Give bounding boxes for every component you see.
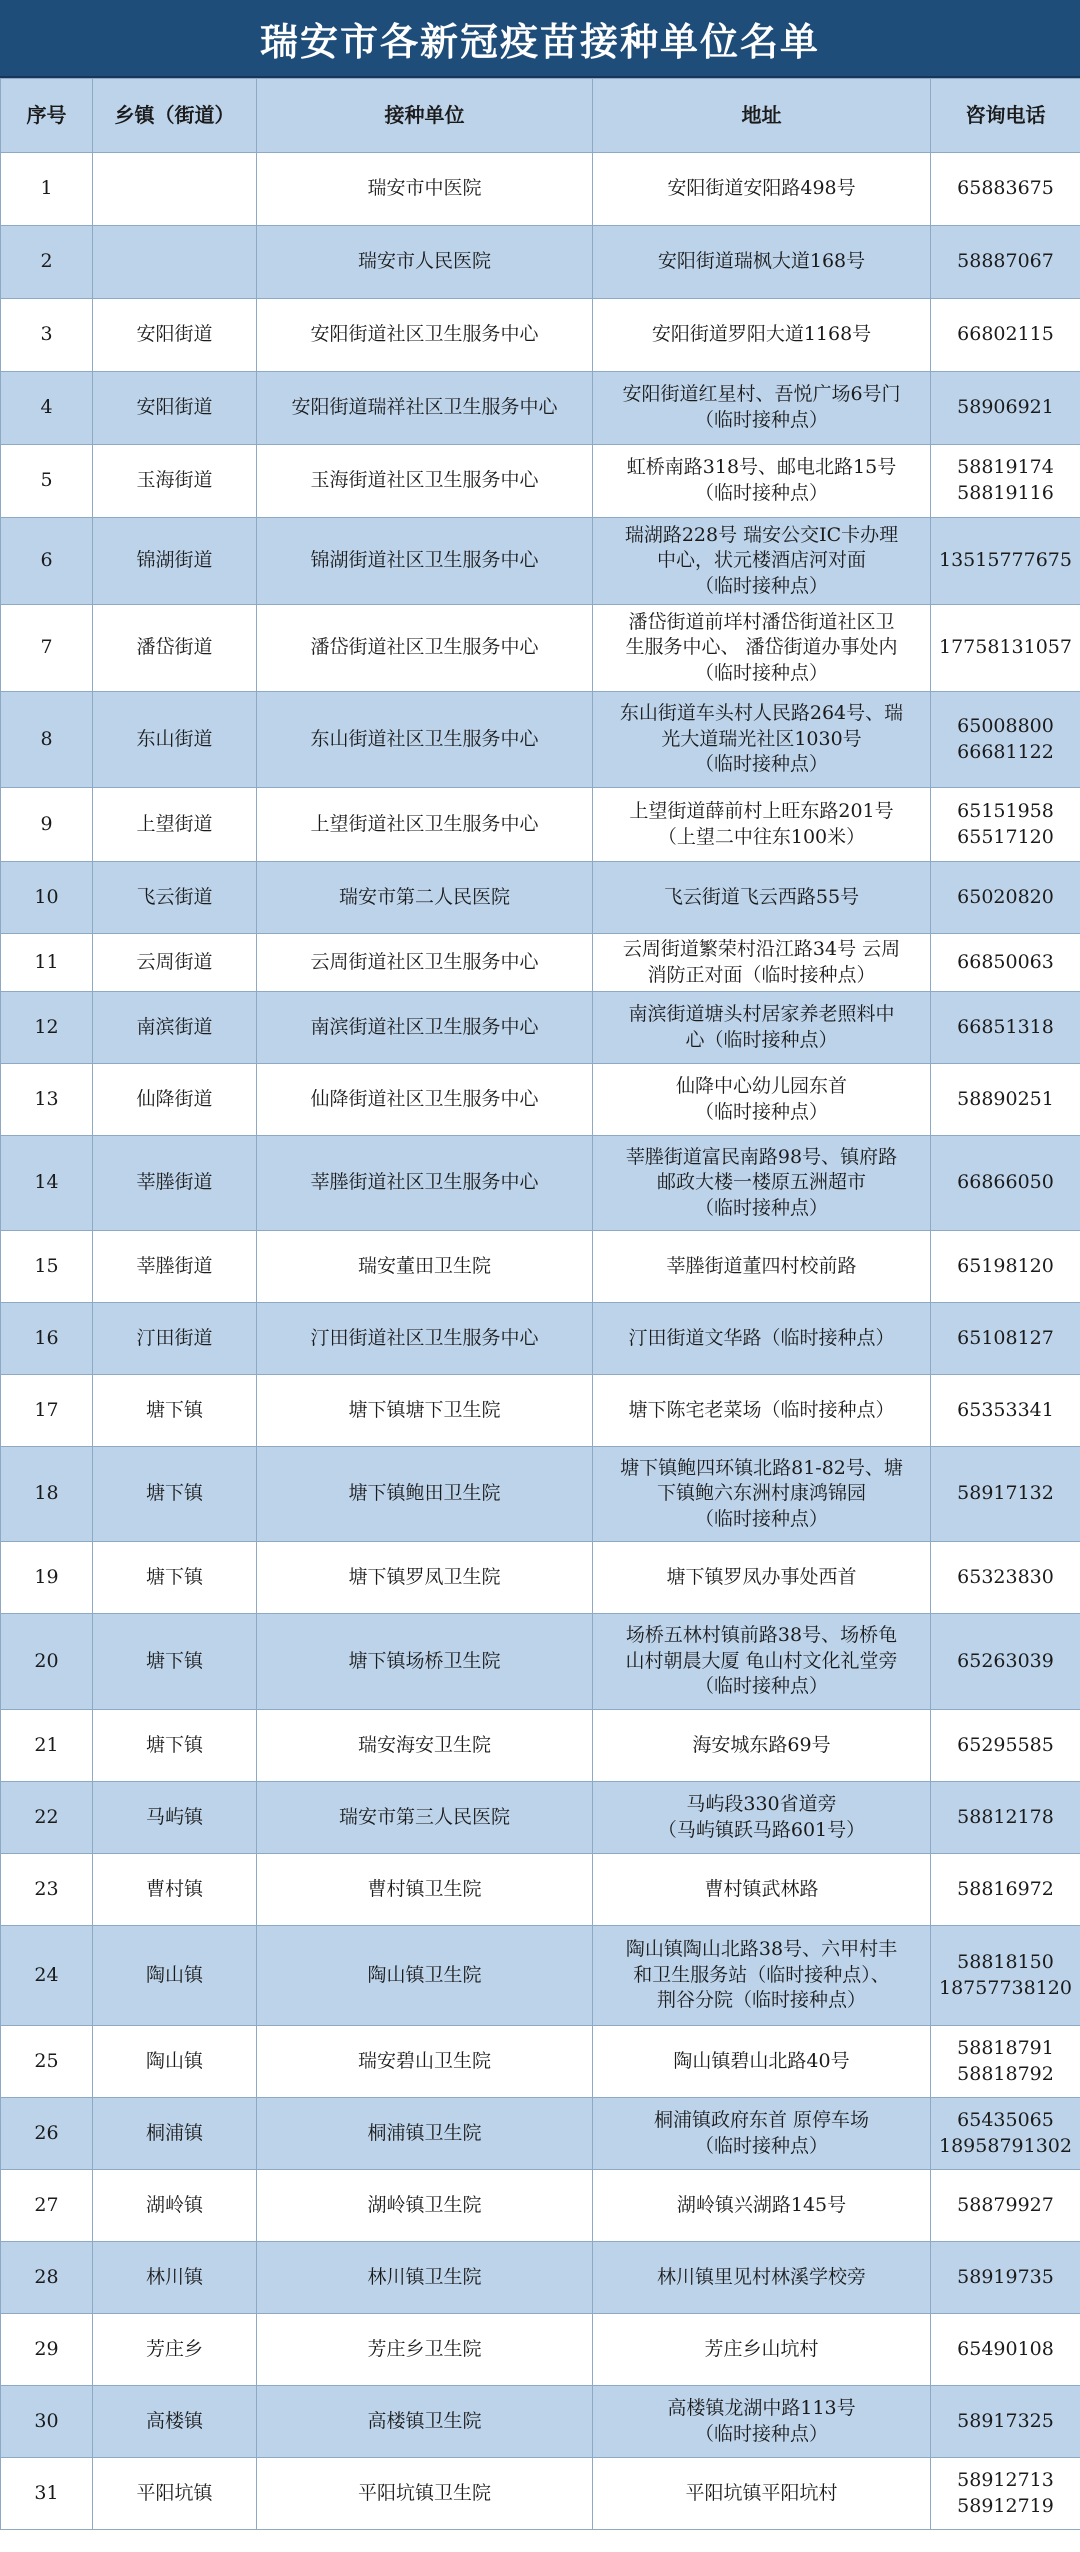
cell-unit: 桐浦镇卫生院: [257, 2098, 593, 2170]
cell-unit: 湖岭镇卫生院: [257, 2170, 593, 2242]
cell-no: 19: [1, 1542, 93, 1614]
header-address: 地址: [593, 79, 931, 153]
cell-address: 高楼镇龙湖中路113号 （临时接种点）: [593, 2386, 931, 2458]
cell-unit: 潘岱街道社区卫生服务中心: [257, 605, 593, 692]
cell-no: 18: [1, 1447, 93, 1542]
cell-address: 马屿段330省道旁 （马屿镇跃马路601号）: [593, 1782, 931, 1854]
table-row: [1, 2314, 1080, 2386]
cell-no: 12: [1, 992, 93, 1064]
cell-unit: 南滨街道社区卫生服务中心: [257, 992, 593, 1064]
cell-phone: 65008800 66681122: [931, 692, 1080, 788]
cell-phone: 13515777675: [931, 518, 1080, 605]
table-row: [1, 153, 1080, 226]
table-row: [1, 1782, 1080, 1854]
cell-address: 芳庄乡山坑村: [593, 2314, 931, 2386]
cell-no: 13: [1, 1064, 93, 1136]
cell-address: 南滨街道塘头村居家养老照料中 心（临时接种点）: [593, 992, 931, 1064]
cell-no: 2: [1, 226, 93, 299]
cell-town: 塘下镇: [93, 1710, 257, 1782]
table-row: [1, 299, 1080, 372]
cell-no: 11: [1, 934, 93, 992]
cell-address: 塘下镇鲍四环镇北路81-82号、塘 下镇鲍六东洲村康鸿锦园 （临时接种点）: [593, 1447, 931, 1542]
cell-address: 汀田街道文华路（临时接种点）: [593, 1303, 931, 1375]
cell-unit: 塘下镇塘下卫生院: [257, 1375, 593, 1447]
cell-phone: 58919735: [931, 2242, 1080, 2314]
cell-town: 湖岭镇: [93, 2170, 257, 2242]
cell-phone: 66866050: [931, 1136, 1080, 1231]
cell-no: 10: [1, 862, 93, 934]
cell-no: 31: [1, 2458, 93, 2530]
table-row: [1, 862, 1080, 934]
cell-unit: 瑞安海安卫生院: [257, 1710, 593, 1782]
cell-phone: 65108127: [931, 1303, 1080, 1375]
cell-unit: 莘塍街道社区卫生服务中心: [257, 1136, 593, 1231]
table-row: [1, 692, 1080, 788]
table-row: [1, 1447, 1080, 1542]
table-row: [1, 1303, 1080, 1375]
cell-phone: 58812178: [931, 1782, 1080, 1854]
cell-phone: 58912713 58912719: [931, 2458, 1080, 2530]
table-row: [1, 445, 1080, 518]
cell-town: 高楼镇: [93, 2386, 257, 2458]
cell-no: 23: [1, 1854, 93, 1926]
cell-unit: 林川镇卫生院: [257, 2242, 593, 2314]
header-town: 乡镇（街道）: [93, 79, 257, 153]
cell-town: 林川镇: [93, 2242, 257, 2314]
cell-address: 湖岭镇兴湖路145号: [593, 2170, 931, 2242]
cell-town: 东山街道: [93, 692, 257, 788]
header-phone: 咨询电话: [931, 79, 1080, 153]
cell-town: 马屿镇: [93, 1782, 257, 1854]
cell-address: 塘下镇罗凤办事处西首: [593, 1542, 931, 1614]
cell-address: 塘下陈宅老菜场（临时接种点）: [593, 1375, 931, 1447]
cell-no: 9: [1, 788, 93, 862]
cell-phone: 17758131057: [931, 605, 1080, 692]
cell-phone: 58879927: [931, 2170, 1080, 2242]
cell-unit: 安阳街道社区卫生服务中心: [257, 299, 593, 372]
table-row: [1, 1710, 1080, 1782]
cell-town: 南滨街道: [93, 992, 257, 1064]
cell-address: 平阳坑镇平阳坑村: [593, 2458, 931, 2530]
cell-phone: 65020820: [931, 862, 1080, 934]
table-row: [1, 2458, 1080, 2530]
cell-town: 安阳街道: [93, 299, 257, 372]
cell-town: 曹村镇: [93, 1854, 257, 1926]
cell-phone: 58818791 58818792: [931, 2026, 1080, 2098]
cell-unit: 上望街道社区卫生服务中心: [257, 788, 593, 862]
table-row: [1, 2242, 1080, 2314]
cell-unit: 瑞安碧山卫生院: [257, 2026, 593, 2098]
cell-unit: 瑞安董田卫生院: [257, 1231, 593, 1303]
cell-no: 4: [1, 372, 93, 445]
cell-no: 7: [1, 605, 93, 692]
cell-town: 陶山镇: [93, 1926, 257, 2026]
cell-unit: 东山街道社区卫生服务中心: [257, 692, 593, 788]
cell-no: 1: [1, 153, 93, 226]
table-row: [1, 992, 1080, 1064]
cell-unit: 瑞安市中医院: [257, 153, 593, 226]
vaccination-sites-table: [0, 78, 1080, 2530]
cell-town: 玉海街道: [93, 445, 257, 518]
cell-no: 3: [1, 299, 93, 372]
cell-unit: 曹村镇卫生院: [257, 1854, 593, 1926]
cell-phone: 65490108: [931, 2314, 1080, 2386]
cell-phone: 58819174 58819116: [931, 445, 1080, 518]
cell-address: 陶山镇碧山北路40号: [593, 2026, 931, 2098]
cell-town: 陶山镇: [93, 2026, 257, 2098]
cell-address: 东山街道车头村人民路264号、瑞 光大道瑞光社区1030号 （临时接种点）: [593, 692, 931, 788]
cell-unit: 塘下镇场桥卫生院: [257, 1614, 593, 1710]
table-row: [1, 1542, 1080, 1614]
cell-unit: 塘下镇鲍田卫生院: [257, 1447, 593, 1542]
cell-phone: 65323830: [931, 1542, 1080, 1614]
cell-no: 6: [1, 518, 93, 605]
cell-unit: 瑞安市第二人民医院: [257, 862, 593, 934]
cell-town: 莘塍街道: [93, 1231, 257, 1303]
cell-town: 莘塍街道: [93, 1136, 257, 1231]
cell-address: 安阳街道罗阳大道1168号: [593, 299, 931, 372]
cell-address: 林川镇里见村林溪学校旁: [593, 2242, 931, 2314]
table-row: [1, 2170, 1080, 2242]
cell-unit: 瑞安市第三人民医院: [257, 1782, 593, 1854]
cell-address: 飞云街道飞云西路55号: [593, 862, 931, 934]
table-row: [1, 2098, 1080, 2170]
cell-address: 上望街道薛前村上旺东路201号 （上望二中往东100米）: [593, 788, 931, 862]
cell-no: 26: [1, 2098, 93, 2170]
cell-address: 虹桥南路318号、邮电北路15号 （临时接种点）: [593, 445, 931, 518]
table-row: [1, 1614, 1080, 1710]
cell-address: 仙降中心幼儿园东首 （临时接种点）: [593, 1064, 931, 1136]
cell-phone: 65353341: [931, 1375, 1080, 1447]
table-row: [1, 1854, 1080, 1926]
cell-phone: 58890251: [931, 1064, 1080, 1136]
cell-unit: 锦湖街道社区卫生服务中心: [257, 518, 593, 605]
cell-town: 潘岱街道: [93, 605, 257, 692]
cell-address: 安阳街道红星村、吾悦广场6号门 （临时接种点）: [593, 372, 931, 445]
cell-address: 莘塍街道董四村校前路: [593, 1231, 931, 1303]
cell-town: 桐浦镇: [93, 2098, 257, 2170]
cell-town: 云周街道: [93, 934, 257, 992]
table-row: [1, 372, 1080, 445]
cell-town: 仙降街道: [93, 1064, 257, 1136]
cell-no: 15: [1, 1231, 93, 1303]
cell-unit: 汀田街道社区卫生服务中心: [257, 1303, 593, 1375]
cell-unit: 瑞安市人民医院: [257, 226, 593, 299]
cell-address: 陶山镇陶山北路38号、六甲村丰 和卫生服务站（临时接种点）、 荆谷分院（临时接种点）: [593, 1926, 931, 2026]
cell-phone: 58917325: [931, 2386, 1080, 2458]
cell-address: 安阳街道瑞枫大道168号: [593, 226, 931, 299]
header-unit: 接种单位: [257, 79, 593, 153]
cell-no: 24: [1, 1926, 93, 2026]
cell-unit: 高楼镇卫生院: [257, 2386, 593, 2458]
cell-no: 8: [1, 692, 93, 788]
page-title: 瑞安市各新冠疫苗接种单位名单: [0, 0, 1080, 78]
cell-phone: 66851318: [931, 992, 1080, 1064]
cell-unit: 塘下镇罗凤卫生院: [257, 1542, 593, 1614]
cell-unit: 陶山镇卫生院: [257, 1926, 593, 2026]
table-body: [1, 153, 1080, 2530]
cell-town: 塘下镇: [93, 1447, 257, 1542]
table-row: [1, 1926, 1080, 2026]
cell-address: 安阳街道安阳路498号: [593, 153, 931, 226]
cell-address: 桐浦镇政府东首 原停车场 （临时接种点）: [593, 2098, 931, 2170]
cell-unit: 芳庄乡卫生院: [257, 2314, 593, 2386]
cell-no: 5: [1, 445, 93, 518]
cell-phone: 65435065 18958791302: [931, 2098, 1080, 2170]
cell-phone: 58906921: [931, 372, 1080, 445]
cell-phone: 66802115: [931, 299, 1080, 372]
cell-phone: 65263039: [931, 1614, 1080, 1710]
header-no: 序号: [1, 79, 93, 153]
cell-phone: 65883675: [931, 153, 1080, 226]
cell-address: 海安城东路69号: [593, 1710, 931, 1782]
cell-town: 平阳坑镇: [93, 2458, 257, 2530]
cell-no: 27: [1, 2170, 93, 2242]
table-row: [1, 1064, 1080, 1136]
cell-unit: 云周街道社区卫生服务中心: [257, 934, 593, 992]
cell-address: 瑞湖路228号 瑞安公交IC卡办理 中心，状元楼酒店河对面 （临时接种点）: [593, 518, 931, 605]
cell-phone: 58887067: [931, 226, 1080, 299]
table-header-row: [1, 79, 1080, 153]
cell-phone: 65295585: [931, 1710, 1080, 1782]
cell-town: 芳庄乡: [93, 2314, 257, 2386]
table-row: [1, 788, 1080, 862]
cell-address: 云周街道繁荣村沿江路34号 云周 消防正对面（临时接种点）: [593, 934, 931, 992]
table-row: [1, 226, 1080, 299]
cell-no: 25: [1, 2026, 93, 2098]
cell-town: [93, 226, 257, 299]
cell-no: 20: [1, 1614, 93, 1710]
cell-unit: 仙降街道社区卫生服务中心: [257, 1064, 593, 1136]
cell-address: 莘塍街道富民南路98号、镇府路 邮政大楼一楼原五洲超市 （临时接种点）: [593, 1136, 931, 1231]
cell-address: 潘岱街道前垟村潘岱街道社区卫 生服务中心、 潘岱街道办事处内 （临时接种点）: [593, 605, 931, 692]
table-row: [1, 934, 1080, 992]
cell-town: 塘下镇: [93, 1614, 257, 1710]
cell-phone: 66850063: [931, 934, 1080, 992]
cell-no: 28: [1, 2242, 93, 2314]
table-row: [1, 2026, 1080, 2098]
cell-phone: 58917132: [931, 1447, 1080, 1542]
cell-town: 上望街道: [93, 788, 257, 862]
cell-phone: 65198120: [931, 1231, 1080, 1303]
table-row: [1, 1136, 1080, 1231]
cell-phone: 58818150 18757738120: [931, 1926, 1080, 2026]
cell-town: 安阳街道: [93, 372, 257, 445]
cell-no: 30: [1, 2386, 93, 2458]
cell-no: 29: [1, 2314, 93, 2386]
cell-town: 塘下镇: [93, 1542, 257, 1614]
table-row: [1, 605, 1080, 692]
cell-no: 17: [1, 1375, 93, 1447]
table-row: [1, 1231, 1080, 1303]
cell-no: 21: [1, 1710, 93, 1782]
cell-town: 飞云街道: [93, 862, 257, 934]
cell-unit: 安阳街道瑞祥社区卫生服务中心: [257, 372, 593, 445]
cell-town: [93, 153, 257, 226]
cell-no: 16: [1, 1303, 93, 1375]
table-row: [1, 2386, 1080, 2458]
cell-no: 22: [1, 1782, 93, 1854]
table-row: [1, 518, 1080, 605]
cell-phone: 58816972: [931, 1854, 1080, 1926]
cell-unit: 平阳坑镇卫生院: [257, 2458, 593, 2530]
cell-no: 14: [1, 1136, 93, 1231]
cell-town: 汀田街道: [93, 1303, 257, 1375]
cell-unit: 玉海街道社区卫生服务中心: [257, 445, 593, 518]
cell-phone: 65151958 65517120: [931, 788, 1080, 862]
cell-address: 场桥五林村镇前路38号、场桥龟 山村朝晨大厦 龟山村文化礼堂旁 （临时接种点）: [593, 1614, 931, 1710]
cell-town: 塘下镇: [93, 1375, 257, 1447]
table-row: [1, 1375, 1080, 1447]
cell-town: 锦湖街道: [93, 518, 257, 605]
cell-address: 曹村镇武林路: [593, 1854, 931, 1926]
